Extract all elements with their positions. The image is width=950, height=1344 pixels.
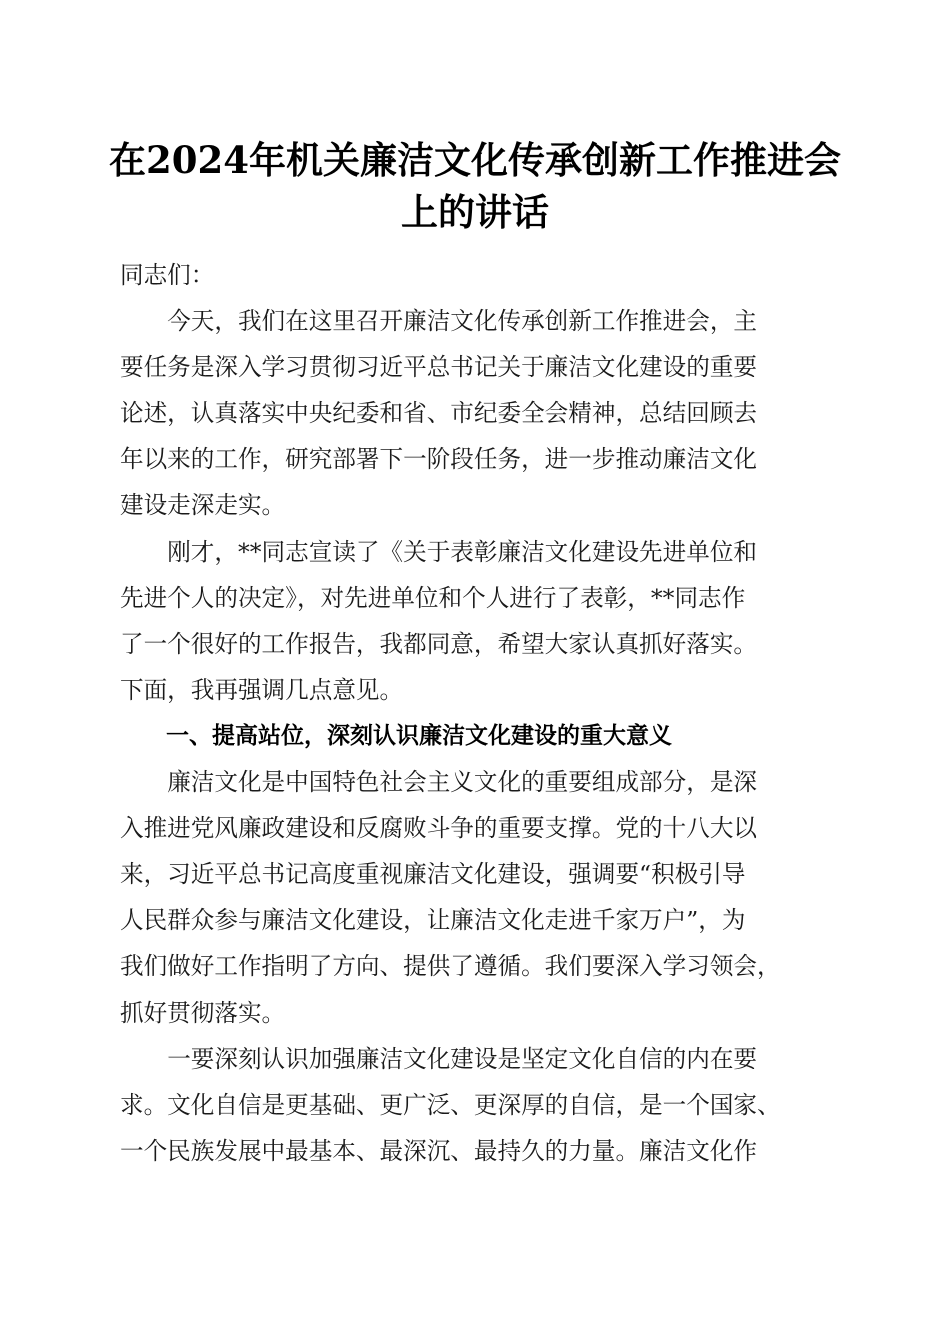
paragraph-opening xyxy=(120,298,828,528)
paragraph-commendation xyxy=(120,529,828,713)
paragraph-line: 入推进党风廉政建设和反腐败斗争的重要支撑。党的十八大以 xyxy=(120,814,758,843)
paragraph-significance xyxy=(120,759,828,1036)
paragraph-line: 论述，认真落实中央纪委和省、市纪委全会精神，总结回顾去 xyxy=(120,399,758,428)
paragraph-line: 今天，我们在这里召开廉洁文化传承创新工作推进会，主 xyxy=(167,307,758,336)
paragraph-line: 人民群众参与廉洁文化建设，让廉洁文化走进千家万户”，为 xyxy=(120,906,746,935)
paragraph-line: 抓好贯彻落实。 xyxy=(120,998,286,1027)
paragraph-line: 刚才，**同志宣读了《关于表彰廉洁文化建设先进单位和 xyxy=(167,537,758,566)
document-title xyxy=(100,134,850,238)
paragraph-line: 先进个人的决定》，对先进单位和个人进行了表彰，**同志作 xyxy=(120,583,746,612)
paragraph-line: 年以来的工作，研究部署下一阶段任务，进一步推动廉洁文化 xyxy=(120,445,758,474)
paragraph-line: 我们做好工作指明了方向、提供了遵循。我们要深入学习领会， xyxy=(120,952,781,981)
paragraph-line: 下面，我再强调几点意见。 xyxy=(120,675,404,704)
salutation: 同志们： xyxy=(120,261,215,289)
title-line-1: 在2024年机关廉洁文化传承创新工作推进会 xyxy=(109,138,841,182)
paragraph-line: 求。文化自信是更基础、更广泛、更深厚的自信，是一个国家、 xyxy=(120,1090,781,1119)
paragraph-line: 要任务是深入学习贯彻习近平总书记关于廉洁文化建设的重要 xyxy=(120,353,758,382)
title-line-2: 上的讲话 xyxy=(401,190,549,234)
paragraph-line: 一要深刻认识加强廉洁文化建设是坚定文化自信的内在要 xyxy=(167,1044,758,1073)
paragraph-line: 建设走深走实。 xyxy=(120,491,286,520)
section-heading-1: 一、提高站位，深刻认识廉洁文化建设的重大意义 xyxy=(166,722,672,749)
paragraph-line: 廉洁文化是中国特色社会主义文化的重要组成部分，是深 xyxy=(167,768,758,797)
paragraph-cultural-confidence xyxy=(120,1036,828,1174)
paragraph-line: 了一个很好的工作报告，我都同意，希望大家认真抓好落实。 xyxy=(120,629,758,658)
paragraph-line: 来，习近平总书记高度重视廉洁文化建设，强调要“积极引导 xyxy=(120,860,746,889)
document-body xyxy=(120,252,828,1174)
paragraph-line: 一个民族发展中最基本、最深沉、最持久的力量。廉洁文化作 xyxy=(120,1136,758,1165)
